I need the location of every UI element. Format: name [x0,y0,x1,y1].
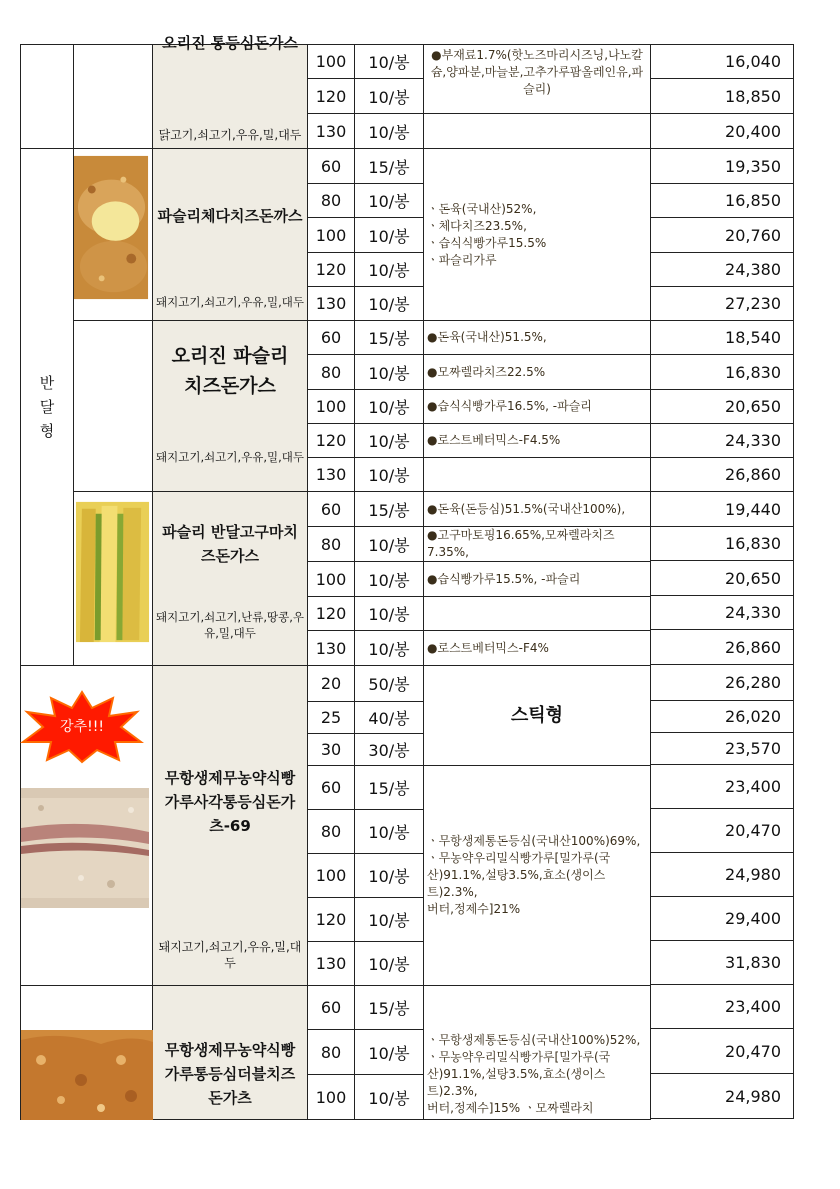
product-image-cell [21,986,153,1120]
pack-cell: 30/봉 [355,734,424,766]
size-cell: 120 [308,424,355,458]
size-cell: 100 [308,854,355,898]
ingredients-cell [424,458,651,492]
price-cell: 20,650 [651,390,794,424]
price-cell: 24,330 [651,424,794,458]
pack-cell: 40/봉 [355,702,424,734]
price-cell: 16,040 [651,45,794,79]
pack-cell: 10/봉 [355,218,424,253]
pack-cell: 10/봉 [355,79,424,114]
table-row [21,666,651,702]
size-cell: 120 [308,253,355,287]
ingredient-line: 버터,정제수]15% ㆍ모짜렐라치 [427,1101,594,1115]
price-cell: 18,850 [651,79,794,114]
price-cell: 24,980 [651,853,794,897]
size-cell: 100 [308,218,355,253]
pack-cell: 10/봉 [355,810,424,854]
product-name: 파슬리체다치즈돈까스 [157,207,303,225]
size-cell: 80 [308,1030,355,1075]
price-cell: 24,330 [651,596,794,630]
size-cell: 60 [308,321,355,355]
price-cell: 29,400 [651,897,794,941]
pack-cell: 10/봉 [355,597,424,631]
price-cell: 19,440 [651,492,794,527]
size-cell: 100 [308,562,355,597]
size-cell: 100 [308,390,355,424]
price-cell: 20,400 [651,114,794,149]
pack-cell: 10/봉 [355,458,424,492]
ingredients-cell [424,766,651,986]
ingredient-line: ㆍ무농약우리밀식빵가루[밀가루(국 [427,851,611,865]
price-cell: 20,650 [651,561,794,596]
ingredients-cell [424,597,651,631]
sweet-potato-cutlet-photo-icon [74,494,152,663]
ingredient-line: 산)91.1%,설탕3.5%,효소(생이스트)2.3%, [427,1067,606,1098]
category-char: 달 [39,398,55,416]
pack-cell: 15/봉 [355,321,424,355]
square-pork-cutlet-photo-icon [21,788,149,908]
product-name-line: 무항생제무농약식빵 [164,769,296,787]
pack-cell: 10/봉 [355,45,424,79]
pack-cell: 10/봉 [355,1030,424,1075]
price-cell: 26,020 [651,701,794,733]
price-cell: 27,230 [651,287,794,321]
product-name-line: 즈돈가스 [201,547,259,565]
pack-cell: 10/봉 [355,854,424,898]
pack-cell: 50/봉 [355,666,424,702]
ingredients-cell: ●로스트베터믹스-F4% [424,631,651,666]
size-cell: 20 [308,666,355,702]
size-cell: 30 [308,734,355,766]
category-cell [21,45,74,149]
ingredient-line: ㆍ무농약우리밀식빵가루[밀가루(국 [427,1050,611,1064]
ingredients-cell: ●고구마토핑16.65%,모짜렐라치즈7.35%, [424,527,651,562]
pack-cell: 15/봉 [355,149,424,184]
size-cell: 80 [308,810,355,854]
size-cell: 60 [308,149,355,184]
pack-cell: 10/봉 [355,114,424,149]
pack-cell: 15/봉 [355,986,424,1030]
allergen-list-line: 돼지고기,쇠고기,난류,땅콩,우 [156,610,304,624]
size-cell: 120 [308,79,355,114]
product-name-cell [153,34,308,149]
size-cell: 130 [308,631,355,666]
price-sheet [20,34,832,1120]
price-cell: 20,760 [651,218,794,253]
pack-cell: 10/봉 [355,1075,424,1120]
size-cell: 130 [308,458,355,492]
pack-cell: 10/봉 [355,424,424,458]
size-cell: 100 [308,1075,355,1120]
allergen-list: 닭고기,쇠고기,우유,밀,대두 [158,128,302,142]
size-cell: 60 [308,986,355,1030]
product-price-table [20,34,651,1120]
ingredients-cell [424,114,651,149]
size-cell: 80 [308,355,355,390]
pack-cell: 10/봉 [355,942,424,986]
price-cell: 16,830 [651,527,794,561]
stick-type-cell [424,666,651,766]
size-cell: 120 [308,898,355,942]
category-half-moon [21,149,74,666]
product-name-line: 파슬리 반달고구마치 [162,523,298,541]
pack-cell: 10/봉 [355,355,424,390]
cheese-double-cutlet-photo-icon [21,1030,153,1120]
ingredient-line: ㆍ체다치즈23.5%, [427,218,527,233]
table-row [21,492,651,527]
price-cell: 26,280 [651,665,794,701]
pack-cell: 15/봉 [355,766,424,810]
price-cell: 20,470 [651,1029,794,1074]
pack-cell: 10/봉 [355,562,424,597]
size-cell: 100 [308,45,355,79]
pack-cell: 10/봉 [355,184,424,218]
allergen-list: 돼지고기,쇠고기,우유,밀,대두 [158,940,302,970]
pack-cell: 10/봉 [355,527,424,562]
ingredient-line: ㆍ무항생제통돈등심(국내산100%)52%, [427,1033,641,1047]
ingredient-line: ㆍ무항생제통돈등심(국내산100%)69%, [427,834,641,848]
ingredients-cell [424,149,651,321]
ingredients-cell: ●돈육(국내산)51.5%, [424,321,651,355]
category-char: 반 [39,374,55,392]
size-cell: 60 [308,492,355,527]
pack-cell: 10/봉 [355,287,424,321]
image-cell [74,45,153,149]
price-cell: 20,470 [651,809,794,853]
pack-cell: 10/봉 [355,631,424,666]
product-name-cell [153,149,308,321]
pack-cell: 15/봉 [355,492,424,527]
product-name-cell [153,986,308,1120]
ingredient-line: ㆍ습식식빵가루15.5% [427,235,547,250]
product-name-line: 가루통등심더블치즈 [164,1065,296,1083]
product-image-cell [21,666,153,986]
ingredient-line: ㆍ파슬리가루 [427,252,497,267]
price-cell: 18,540 [651,321,794,355]
size-cell: 130 [308,114,355,149]
table-row [21,149,651,184]
product-image-cell [74,149,153,321]
product-name-line: 무항생제무농약식빵 [164,1041,296,1059]
price-cell: 24,980 [651,1074,794,1119]
size-cell: 80 [308,184,355,218]
price-cell: 16,830 [651,355,794,390]
size-cell: 60 [308,766,355,810]
ingredient-line: 산)91.1%,설탕3.5%,효소(생이스트)2.3%, [427,868,606,899]
product-name-line: 돈가츠 [208,1089,252,1107]
cheese-cutlet-photo-icon [74,150,152,319]
price-cell: 23,400 [651,765,794,809]
ingredient-line: ㆍ돈육(국내산)52%, [427,201,537,216]
price-column-table [650,44,794,1119]
size-cell: 130 [308,287,355,321]
product-name-cell [153,321,308,492]
product-image-cell [74,492,153,666]
table-row [21,45,651,79]
ingredients-cell: ●로스트베터믹스-F4.5% [424,424,651,458]
allergen-list-line: 유,밀,대두 [204,626,256,640]
size-cell: 130 [308,942,355,986]
ingredients-cell: ●돈육(돈등심)51.5%(국내산100%), [424,492,651,527]
price-cell: 26,860 [651,458,794,492]
price-cell: 24,380 [651,253,794,287]
allergen-list: 돼지고기,쇠고기,우유,밀,대두 [156,295,304,309]
ingredients-cell [424,986,651,1120]
product-name-cell [153,492,308,666]
pack-cell: 10/봉 [355,253,424,287]
product-name-line: 가루사각통등심돈가 [164,793,296,811]
price-cell: 23,400 [651,985,794,1029]
product-name-line: 오리진 파슬리 [171,345,289,367]
product-name-cell [153,666,308,986]
product-name: 오리진 통등심돈가스 [162,34,298,52]
category-char: 형 [39,422,55,440]
table-row [21,321,651,355]
ingredients-cell: ●습식빵가루15.5%, -파슬리 [424,562,651,597]
ingredients-cell: ●모짜렐라치즈22.5% [424,355,651,390]
image-cell [74,321,153,492]
product-name-line: 치즈돈가스 [184,375,276,397]
size-cell: 25 [308,702,355,734]
ingredients-cell: ●습식식빵가루16.5%, -파슬리 [424,390,651,424]
price-cell: 19,350 [651,149,794,184]
ingredients-cell: ●부재료1.7%(핫노즈마리시즈닝,나노칼슘,양파분,마늘분,고추가루팜올레인유,파슬리) [424,45,651,114]
badge-label: 강추!!! [60,719,104,735]
price-cell: 16,850 [651,184,794,218]
allergen-list: 돼지고기,쇠고기,우유,밀,대두 [156,450,304,464]
size-cell: 80 [308,527,355,562]
table-row [21,986,651,1030]
size-cell: 120 [308,597,355,631]
stick-type-label: 스틱형 [510,705,564,726]
price-cell: 23,570 [651,733,794,765]
pack-cell: 10/봉 [355,898,424,942]
pack-cell: 10/봉 [355,390,424,424]
ingredient-line: 버터,정제수]21% [427,902,521,916]
price-cell: 31,830 [651,941,794,985]
product-name-line: 츠-69 [209,817,251,835]
price-cell: 26,860 [651,630,794,665]
